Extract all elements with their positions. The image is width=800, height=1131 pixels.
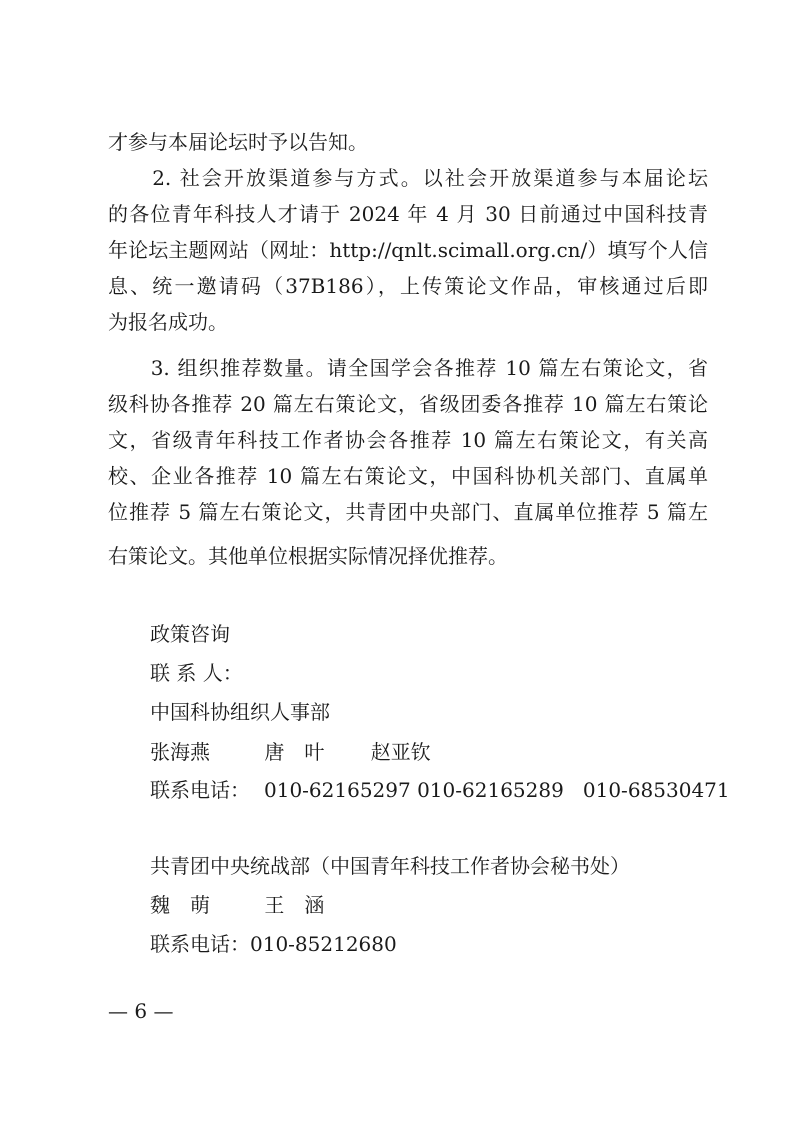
contact-label: 联 系 人：	[150, 661, 243, 685]
contact-phone-numbers: 010-62165297 010-62165289 010-68530471	[264, 778, 730, 802]
contact-heading: 政策咨询	[150, 622, 230, 646]
body-line: 的各位青年科技人才请于 2024 年 4 月 30 日前通过中国科技青	[108, 202, 708, 226]
contact-phone-row	[150, 775, 730, 805]
body-line: 文，省级青年科技工作者协会各推荐 10 篇左右策论文，有关高	[108, 428, 708, 452]
contact-org-name: 共青团中央统战部（中国青年科技工作者协会秘书处）	[150, 854, 630, 878]
contact-person: 赵亚钦	[370, 740, 431, 764]
contact-phone: 联系电话：010-85212680	[150, 932, 397, 956]
contact-people	[150, 737, 431, 767]
contact-org-name: 中国科协组织人事部	[150, 700, 330, 724]
body-line: 为报名成功。	[108, 310, 228, 334]
body-line: 右策论文。其他单位根据实际情况择优推荐。	[108, 544, 508, 568]
contact-person: 张海燕	[150, 740, 210, 764]
contact-person: 唐 叶	[264, 740, 325, 764]
body-line: 3. 组织推荐数量。请全国学会各推荐 10 篇左右策论文，省	[108, 356, 708, 380]
body-line: 2. 社会开放渠道参与方式。以社会开放渠道参与本届论坛	[108, 166, 708, 190]
body-line: 息、统一邀请码（37B186），上传策论文作品，审核通过后即	[108, 274, 708, 298]
page-number: — 6 —	[108, 999, 174, 1023]
body-line: 校、企业各推荐 10 篇左右策论文，中国科协机关部门、直属单	[108, 464, 708, 488]
contact-person: 王 涵	[264, 893, 325, 917]
contact-person: 魏 萌	[150, 893, 210, 917]
body-line: 年论坛主题网站（网址：http://qnlt.scimall.org.cn/）填写个人信	[108, 238, 708, 262]
contact-phone-label: 联系电话：	[150, 778, 250, 802]
body-line: 才参与本届论坛时予以告知。	[108, 130, 368, 154]
body-line: 位推荐 5 篇左右策论文，共青团中央部门、直属单位推荐 5 篇左	[108, 500, 708, 524]
contact-people	[150, 890, 324, 920]
body-line: 级科协各推荐 20 篇左右策论文，省级团委各推荐 10 篇左右策论	[108, 392, 708, 416]
